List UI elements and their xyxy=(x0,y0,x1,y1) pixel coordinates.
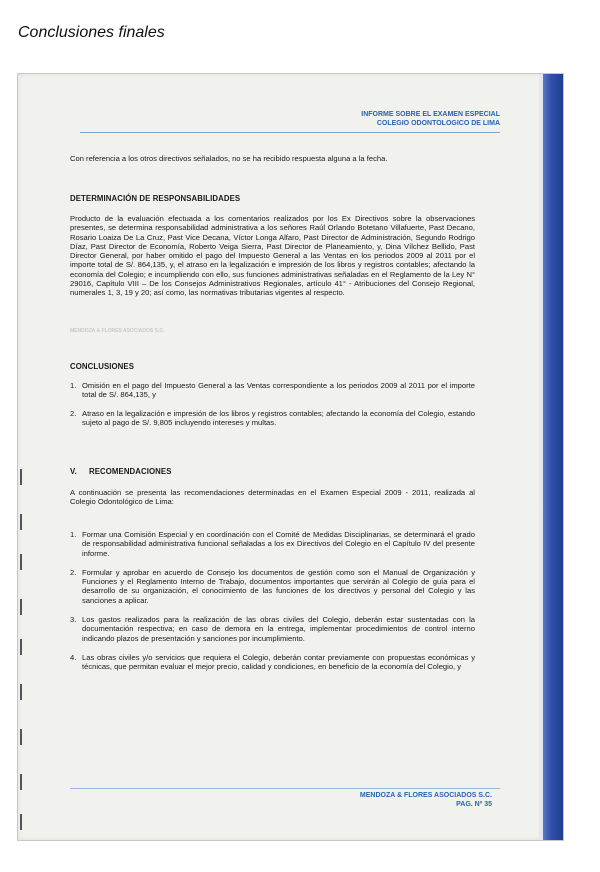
responsabilidades-heading: DETERMINACIÓN DE RESPONSABILIDADES xyxy=(70,194,241,203)
header-line-1: INFORME SOBRE EL EXAMEN ESPECIAL xyxy=(361,111,500,118)
slide-title: Conclusiones finales xyxy=(18,24,165,41)
report-header xyxy=(361,110,500,128)
scan-edge-marks xyxy=(20,74,24,840)
list-item xyxy=(70,615,475,643)
footer-firm: MENDOZA & FLORES ASOCIADOS S.C. xyxy=(359,792,492,799)
recomendaciones-list xyxy=(70,530,475,682)
item-text: Formular y aprobar en acuerdo de Consejo los documentos de gestión como son el Manual de Organización y Funciones y el Reglamento Interno de Trabajo, documentos importantes que servirán al Colegio de guía para el desarrollo de su organización, el conocimiento de las funciones de los directivos y personal del Colegio y las sanciones a aplicar. xyxy=(82,567,475,605)
list-item xyxy=(70,653,475,672)
section-title: RECOMENDACIONES xyxy=(89,467,172,476)
conclusiones-list xyxy=(70,381,475,436)
list-item xyxy=(70,409,475,428)
conclusiones-heading: CONCLUSIONES xyxy=(70,362,135,371)
footer-divider xyxy=(70,788,500,789)
intro-paragraph: Con referencia a los otros directivos señalados, no se ha recibido respuesta alguna a la fecha. xyxy=(70,154,388,163)
item-text: Los gastos realizados para la realización de las obras civiles del Colegio, deberán estar sustentadas con la documentación respectiva; en caso de demora en la entrega, implementar procedimientos de control interno indicando plazos de presentación y sanciones por incumplimiento. xyxy=(82,615,475,643)
item-number: 2. xyxy=(70,408,77,418)
item-number: 1. xyxy=(70,381,77,390)
item-text: Las obras civiles y/o servicios que requiera el Colegio, deberán contar previamente con propuestas económicas y técnicas, que permitan evaluar el mejor precio, calidad y condiciones, en beneficio de la economía del Colegio, y xyxy=(82,652,475,672)
blue-binding-edge xyxy=(543,74,563,840)
item-number: 3. xyxy=(70,615,77,625)
list-item xyxy=(70,530,475,558)
item-number: 2. xyxy=(70,567,77,577)
list-item xyxy=(70,568,475,605)
item-number: 1. xyxy=(70,530,77,539)
recomendaciones-heading xyxy=(70,467,475,476)
item-number: 4. xyxy=(70,652,77,662)
responsabilidades-paragraph: Producto de la evaluación efectuada a los comentarios realizados por los Ex Directivos sobre la observaciones presentes, se determina responsabilidad administrativa a los señores Raúl Orlando Botetano Villafuerte, Past Decano, Rosario Loaiza De La Cruz, Past Vice Decana, Víctor Longa Alfaro, Past Director de Administración, Segundo Rodrigo Díaz, Past Director de Economía, Roberto Veiga Sierra, Past Director de Planeamiento, y, Dina Vílchez Bellido, Past Director General, por haber omitido el pago del Impuesto General a las Ventas en los periodos 2009 al 2011 por el importe total de S/. 864,135, y, el atraso en la legalización e impresión de los libros y registros contables; afectando la economía del Colegio; e incumpliendo con ello, sus funciones administrativas señaladas en el Reglamento de la Ley N° 29016, Capítulo VIII – De los Consejos Administrativos Regionales, artículo 41° - Atribuciones del Consejo Regional, numerales 1, 3, 19 y 20; así como, las normativas tributarias vigentes al respecto. xyxy=(70,214,475,298)
document-page xyxy=(70,74,500,840)
item-text: Atraso en la legalización e impresión de los libros y registros contables; afectando la economía del Colegio, estando sujeto al pago de S/. 9,805 incluyendo intereses y multas. xyxy=(82,408,475,427)
section-number: V. xyxy=(70,467,77,476)
list-item xyxy=(70,381,475,400)
scanned-page xyxy=(17,73,564,841)
recomendaciones-intro: A continuación se presenta las recomendaciones determinadas en el Examen Especial 2009 - 2011, realizada al Colegio Odontológico de Lima: xyxy=(70,488,475,507)
report-footer xyxy=(360,791,492,809)
bleed-through-text: MENDOZA & FLORES ASOCIADOS S.C. xyxy=(70,328,165,334)
page-number: PAG. Nº 35 xyxy=(456,801,492,808)
item-text: Formar una Comisión Especial y en coordinación con el Comité de Medidas Disciplinarias, se determinará el grado de responsabilidad administrativa funcional señaladas a los ex Directivos del Colegio en el Capítulo IV del presente informe. xyxy=(82,530,475,558)
item-text: Omisión en el pago del Impuesto General a las Ventas correspondiente a los periodos 2009 al 2011 por el importe total de S/. 864,135, y xyxy=(82,381,475,400)
header-line-2: COLEGIO ODONTOLOGICO DE LIMA xyxy=(376,120,500,127)
header-divider xyxy=(80,132,500,133)
